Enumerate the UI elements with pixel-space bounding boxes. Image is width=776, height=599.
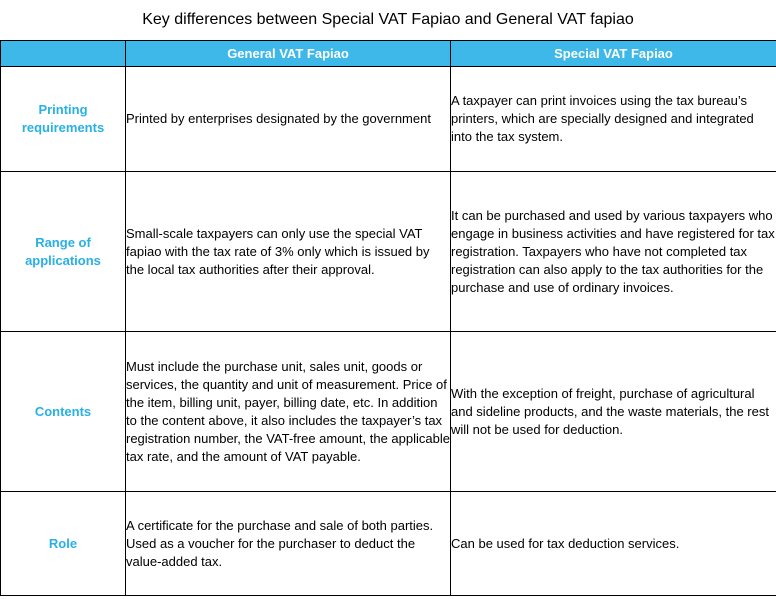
comparison-table [0,40,776,596]
special-cell: With the exception of freight, purchase of agricultural and sideline products, and the waste materials, the rest will not be used for deduction. [451,332,776,492]
row-label-range-of-applications: Range of applications [1,172,126,332]
row-label-printing-requirements: Printing requirements [1,67,126,172]
table-header-row [1,41,776,67]
table-row [1,67,776,172]
table-row [1,332,776,492]
table-title: Key differences between Special VAT Fapiao and General VAT fapiao [142,11,634,28]
header-general-vat-fapiao: General VAT Fapiao [126,41,451,67]
special-cell: Can be used for tax deduction services. [451,492,776,596]
table-row [1,492,776,596]
row-label-contents: Contents [1,332,126,492]
general-cell: Small-scale taxpayers can only use the special VAT fapiao with the tax rate of 3% only which is issued by the local tax authorities after their approval. [126,172,451,332]
special-cell: A taxpayer can print invoices using the tax bureau’s printers, which are specially designed and integrated into the tax system. [451,67,776,172]
general-cell: Printed by enterprises designated by the government [126,67,451,172]
general-cell: A certificate for the purchase and sale of both parties. Used as a voucher for the purchaser to deduct the value-added tax. [126,492,451,596]
special-cell: It can be purchased and used by various taxpayers who engage in business activities and have registered for tax registration. Taxpayers who have not completed tax registration can also apply to the tax authorities for the purchase and use of ordinary invoices. [451,172,776,332]
row-label-role: Role [1,492,126,596]
general-cell: Must include the purchase unit, sales unit, goods or services, the quantity and unit of measurement. Price of the item, billing unit, payer, billing date, etc. In addition to the content above, it also includes the taxpayer’s tax registration number, the VAT-free amount, the applicable tax rate, and the amount of VAT payable. [126,332,451,492]
header-special-vat-fapiao: Special VAT Fapiao [451,41,776,67]
table-row [1,172,776,332]
header-corner-cell [1,41,126,67]
